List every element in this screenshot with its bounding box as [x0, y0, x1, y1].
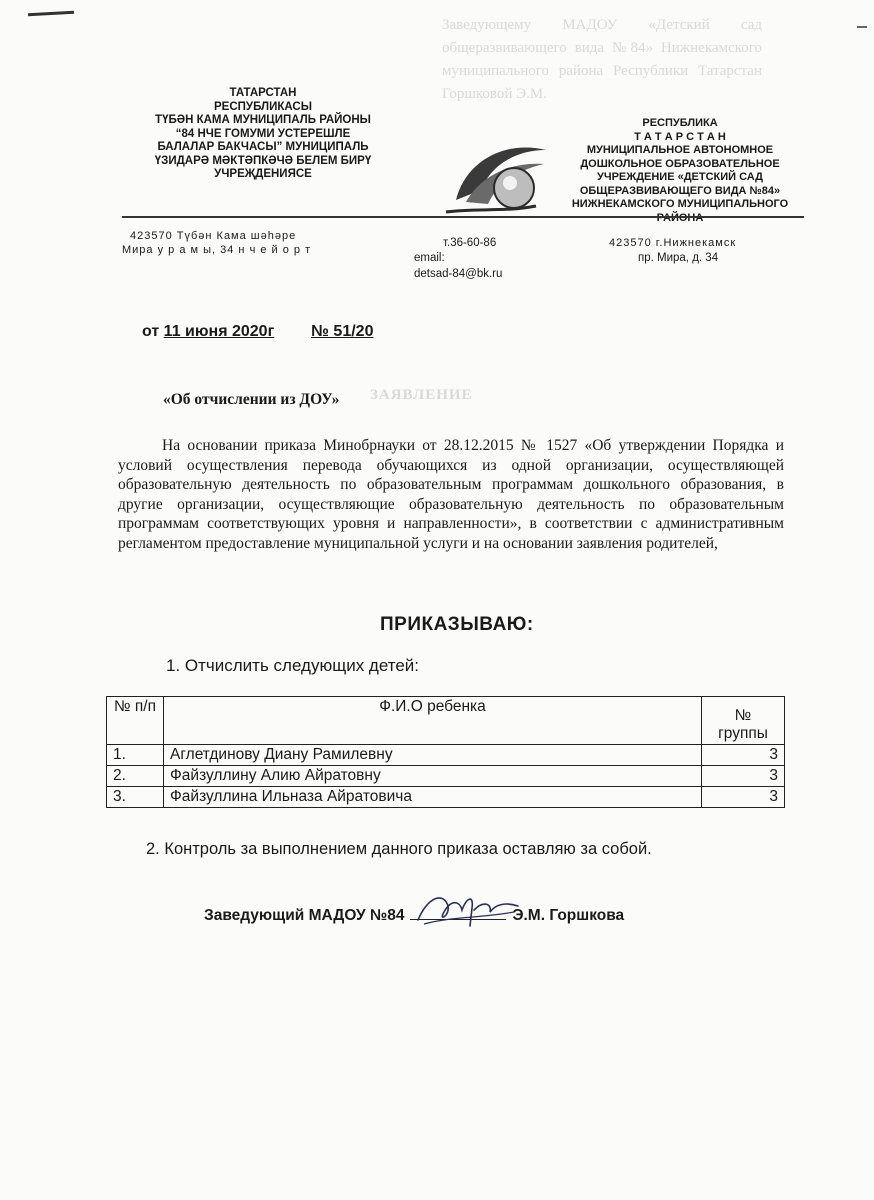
table-cell-number: 2.: [107, 766, 164, 787]
header-left-line: ТАТАРСТАН: [229, 87, 297, 99]
header-right-line: ОБЩЕРАЗВИВАЮЩЕГО ВИДА №84»: [579, 184, 781, 197]
children-table: [106, 696, 785, 808]
order-body-paragraph: На основании приказа Минобрнауки от 28.12.2015 № 1527 «Об утверждении Порядка и условий осуществления перевода обучающихся из одной организации, осуществляющей образовательную деятельность по образовательным программам дошкольного образования, в другие организации, осуществляющие образовательную деятельность по образовательным программам соответствующих уровня и направленности», в соответствии с административным регламентом предоставление муниципальной услуги и на основании заявления родителей,: [118, 437, 784, 552]
header-right-line: НИЖНЕКАМСКОГО МУНИЦИПАЛЬНОГО: [571, 198, 789, 210]
email-address: detsad-84@bk.ru: [414, 268, 503, 280]
scan-mark: [857, 26, 867, 28]
handwritten-signature-icon: [414, 886, 524, 934]
header-right-line: Т А Т А Р С Т А Н: [634, 130, 726, 143]
table-cell-number: 3.: [107, 787, 164, 808]
signatory-name: Э.М. Горшкова: [512, 907, 625, 924]
table-cell-number: 1.: [107, 745, 164, 766]
table-cell-group: 3: [702, 787, 785, 808]
header-right-line: РАЙОНА: [656, 211, 704, 224]
table-cell-name: Файзуллина Ильназа Айратовича: [164, 787, 702, 808]
table-cell-group: 3: [702, 745, 785, 766]
order-from-label: от: [142, 323, 160, 340]
decree-heading: ПРИКАЗЫВАЮ:: [380, 614, 534, 635]
bleed-through-heading: ЗАЯВЛЕНИЕ: [370, 387, 473, 403]
order-number: № 51/20: [311, 323, 374, 340]
signatory-position: Заведующий МАДОУ №84: [204, 907, 405, 924]
left-address-line-2: Мира у р а м ы, 34 н ч е й о р т: [122, 244, 312, 256]
header-left-line: БАЛАЛАР БАКЧАСЫ” МУНИЦИПАЛЬ: [157, 141, 369, 153]
order-date: 11 июня 2020г: [163, 323, 275, 340]
table-row: [107, 787, 785, 808]
header-left-line: ТҮБӘН КАМА МУНИЦИПАЛЬ РАЙОНЫ: [155, 114, 371, 126]
table-cell-name: Файзуллину Алию Айратовну: [164, 766, 702, 787]
email-label: email:: [414, 252, 445, 264]
left-address-line-1: 423570 Түбән Кама шәһәре: [130, 230, 297, 242]
header-right-line: МУНИЦИПАЛЬНОЕ АВТОНОМНОЕ: [586, 144, 774, 156]
header-left-block: [118, 87, 408, 182]
order-date-number: [142, 323, 373, 341]
header-left-line: РЕСПУБЛИКАСЫ: [214, 100, 312, 113]
order-subject: «Об отчислении из ДОУ»: [163, 391, 340, 408]
table-cell-group: 3: [702, 766, 785, 787]
kindergarten-logo-icon: [436, 130, 556, 220]
header-left-line: “84 НЧЕ ГОМУМИ УСТЕРЕШЛЕ: [175, 127, 351, 140]
header-left-line: УЧРЕҖДЕНИЯСЕ: [214, 168, 312, 180]
header-right-line: РЕСПУБЛИКА: [642, 117, 718, 129]
table-header-row: [107, 697, 785, 745]
table-row: [107, 745, 785, 766]
right-address-line-1: 423570 г.Нижнекамск: [609, 237, 737, 249]
scan-mark: [28, 11, 74, 16]
header-right-block: [560, 117, 800, 225]
table-header-number: № п/п: [107, 697, 164, 745]
order-item-1: 1. Отчислить следующих детей:: [166, 656, 419, 675]
table-cell-name: Аглетдинову Диану Рамилевну: [164, 745, 702, 766]
right-address-line-2: пр. Мира, д. 34: [638, 252, 719, 264]
header-divider: [122, 216, 804, 218]
header-right-line: ДОШКОЛЬНОЕ ОБРАЗОВАТЕЛЬНОЕ: [580, 157, 780, 170]
header-left-line: ҮЗИДАРӘ МӘКТӘПКӘЧӘ БЕЛЕМ БИРҮ: [154, 154, 372, 167]
table-row: [107, 766, 785, 787]
phone-number: т.36-60-86: [443, 237, 497, 249]
order-item-2: 2. Контроль за выполнением данного приказа оставляю за собой.: [146, 840, 652, 858]
bleed-through-addressee: Заведующему МАДОУ «Детский сад общеразвивающего вида №84» Нижнекамского муниципального района Республики Татарстан Горшковой Э.М.: [442, 17, 762, 102]
table-header-group: № группы: [702, 697, 785, 745]
header-right-line: УЧРЕЖДЕНИЕ «ДЕТСКИЙ САД: [597, 171, 763, 183]
table-header-name: Ф.И.О ребенка: [164, 697, 702, 745]
